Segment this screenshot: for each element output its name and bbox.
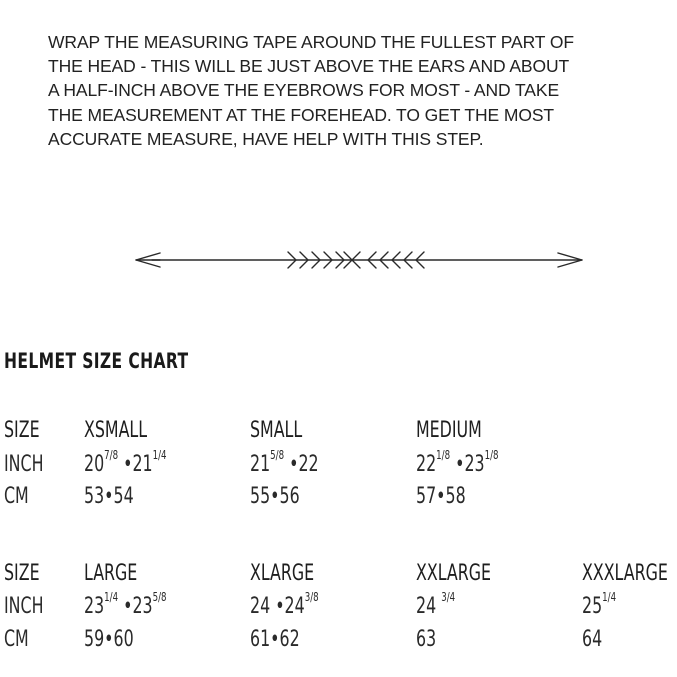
size-name: XXLARGE	[416, 561, 492, 586]
size-inch: $22^{1/8}$ $•23^{1/8}$	[416, 448, 499, 477]
chart-title: HELMET SIZE CHART	[4, 349, 189, 373]
row-label-size: SIZE	[4, 561, 40, 586]
row-label-inch: INCH	[4, 594, 44, 619]
size-cm: 59•60	[84, 627, 134, 652]
size-name: XLARGE	[250, 561, 315, 586]
row-label-cm: CM	[4, 627, 29, 652]
size-cm: 55•56	[250, 484, 300, 509]
size-inch: $25^{1/4}$	[582, 590, 617, 619]
size-cm: 53•54	[84, 484, 134, 509]
size-name: XSMALL	[84, 418, 148, 443]
size-cm: 64	[582, 627, 603, 652]
size-inch: $20^{7/8}$ $•21^{1/4}$	[84, 448, 167, 477]
size-inch: $21^{5/8}$ •22	[250, 448, 319, 477]
instruction-line: A HALF-INCH ABOVE THE EYEBROWS FOR MOST - AND TAKE	[48, 80, 560, 101]
measuring-instructions	[48, 30, 673, 151]
size-name: MEDIUM	[416, 418, 482, 443]
row-label-inch: INCH	[4, 452, 44, 477]
instruction-line: ACCURATE MEASURE, HAVE HELP WITH THIS STEP.	[48, 128, 484, 149]
instruction-line: THE HEAD - THIS WILL BE JUST ABOVE THE EARS AND ABOUT	[48, 56, 570, 77]
size-inch: 24 $•24^{3/8}$	[250, 590, 319, 619]
row-label-size: SIZE	[4, 418, 40, 443]
size-inch: $23^{1/4}$ $•23^{5/8}$	[84, 590, 167, 619]
instruction-line: WRAP THE MEASURING TAPE AROUND THE FULLEST PART OF	[48, 32, 574, 52]
size-cm: 57•58	[416, 484, 466, 509]
size-inch: 24 $^{3/4}$	[416, 590, 456, 619]
instruction-line: THE MEASUREMENT AT THE FOREHEAD. TO GET THE MOST	[48, 104, 555, 125]
row-label-cm: CM	[4, 484, 29, 509]
size-cm: 63	[416, 627, 437, 652]
size-name: XXXLARGE	[582, 561, 668, 586]
arrow-divider-icon	[130, 246, 590, 274]
size-cm: 61•62	[250, 627, 300, 652]
size-name: LARGE	[84, 561, 138, 586]
size-name: SMALL	[250, 418, 303, 443]
